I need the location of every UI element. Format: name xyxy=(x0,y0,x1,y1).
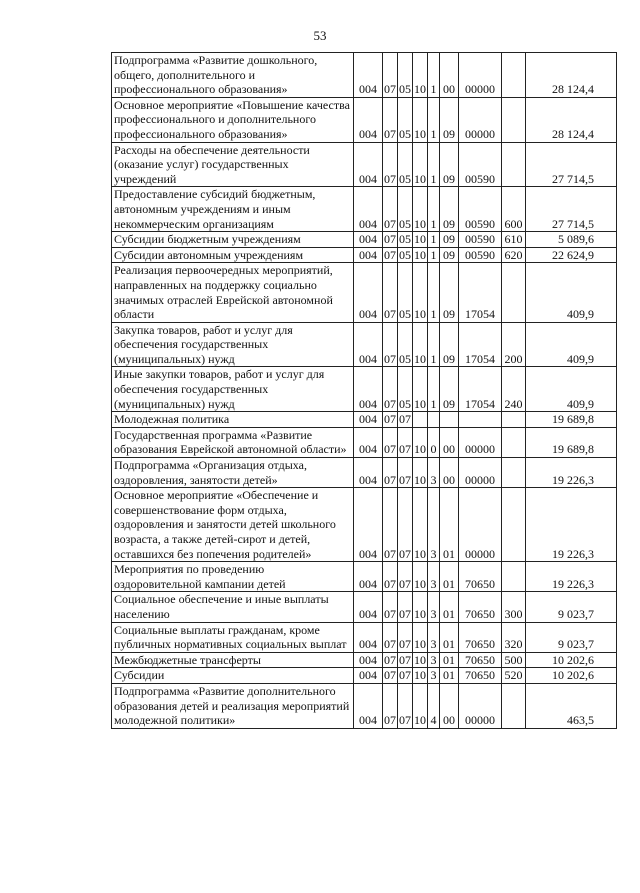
cell-name: Предоставление субсидий бюджетным, автономным учреждениям и иным некоммерческим организациям xyxy=(112,187,354,232)
cell-expense-code: 70650 xyxy=(459,652,502,668)
cell-direction: 00 xyxy=(440,683,459,728)
cell-name: Мероприятия по проведению оздоровительной кампании детей xyxy=(112,562,354,592)
cell-vr xyxy=(502,458,526,488)
cell-subprogram: 0 xyxy=(428,427,440,457)
cell-subsection: 05 xyxy=(398,187,413,232)
cell-amount: 22 624,9 xyxy=(526,247,617,263)
cell-amount: 5 089,6 xyxy=(526,232,617,248)
cell-name: Реализация первоочередных мероприятий, направленных на поддержку социально значимых отраслей Еврейской автономной области xyxy=(112,263,354,322)
cell-program: 10 xyxy=(413,683,428,728)
cell-subprogram: 3 xyxy=(428,668,440,684)
cell-program: 10 xyxy=(413,622,428,652)
cell-vr: 300 xyxy=(502,592,526,622)
cell-program: 10 xyxy=(413,427,428,457)
cell-name: Подпрограмма «Развитие дошкольного, общего, дополнительного и профессионального образования» xyxy=(112,53,354,98)
cell-expense-code: 00000 xyxy=(459,683,502,728)
cell-vr xyxy=(502,488,526,562)
cell-vr xyxy=(502,263,526,322)
cell-subprogram: 1 xyxy=(428,247,440,263)
cell-subprogram: 3 xyxy=(428,652,440,668)
cell-name: Межбюджетные трансферты xyxy=(112,652,354,668)
cell-ministry: 004 xyxy=(354,247,383,263)
cell-subprogram: 1 xyxy=(428,367,440,412)
cell-amount: 463,5 xyxy=(526,683,617,728)
cell-section: 07 xyxy=(383,683,398,728)
cell-direction: 09 xyxy=(440,322,459,367)
cell-program: 10 xyxy=(414,652,426,667)
cell-expense-code: 17054 xyxy=(459,263,502,322)
cell-subsection: 05 xyxy=(398,367,413,412)
cell-expense-code: 00000 xyxy=(459,53,502,98)
cell-subsection: 05 xyxy=(399,247,411,262)
cell-subsection: 07 xyxy=(398,683,413,728)
cell-subprogram: 3 xyxy=(428,458,440,488)
cell-amount: 28 124,4 xyxy=(526,97,617,142)
cell-section: 07 xyxy=(383,592,398,622)
cell-name: Подпрограмма «Организация отдыха, оздоровления, занятости детей» xyxy=(112,458,354,488)
cell-vr: 600 xyxy=(502,187,526,232)
cell-ministry: 004 xyxy=(354,622,383,652)
cell-ministry: 004 xyxy=(354,562,383,592)
cell-ministry: 004 xyxy=(354,53,383,98)
cell-section: 07 xyxy=(384,232,396,247)
cell-name: Молодежная политика xyxy=(112,412,354,428)
cell-ministry: 004 xyxy=(354,592,383,622)
cell-program: 10 xyxy=(413,562,428,592)
cell-vr xyxy=(502,427,526,457)
cell-subprogram: 1 xyxy=(428,232,440,248)
cell-direction: 01 xyxy=(440,592,459,622)
cell-amount: 28 124,4 xyxy=(526,53,617,98)
cell-expense-code: 17054 xyxy=(459,367,502,412)
cell-vr: 500 xyxy=(502,652,526,668)
cell-ministry: 004 xyxy=(354,232,383,248)
cell-section: 07 xyxy=(383,367,398,412)
cell-name: Субсидии автономным учреждениям xyxy=(112,247,354,263)
cell-vr xyxy=(502,412,526,428)
cell-subprogram: 1 xyxy=(428,142,440,187)
cell-amount: 27 714,5 xyxy=(526,187,617,232)
table-row xyxy=(112,488,617,562)
cell-program: 10 xyxy=(414,668,426,683)
cell-direction: 09 xyxy=(440,232,459,248)
table-row xyxy=(112,187,617,232)
cell-program: 10 xyxy=(413,263,428,322)
table-row xyxy=(112,142,617,187)
table-row xyxy=(112,562,617,592)
cell-name: Социальное обеспечение и иные выплаты населению xyxy=(112,592,354,622)
cell-expense-code: 00590 xyxy=(459,187,502,232)
cell-expense-code: 00590 xyxy=(459,142,502,187)
cell-vr: 610 xyxy=(502,232,526,248)
cell-ministry: 004 xyxy=(354,367,383,412)
cell-amount: 19 226,3 xyxy=(526,458,617,488)
cell-section: 07 xyxy=(383,142,398,187)
table-row xyxy=(112,592,617,622)
cell-section: 07 xyxy=(383,622,398,652)
cell-subsection: 07 xyxy=(398,488,413,562)
cell-program: 10 xyxy=(414,247,426,262)
cell-direction: 01 xyxy=(440,562,459,592)
cell-amount: 19 226,3 xyxy=(526,562,617,592)
cell-amount: 409,9 xyxy=(526,263,617,322)
cell-ministry: 004 xyxy=(354,322,383,367)
cell-direction: 09 xyxy=(440,142,459,187)
cell-subsection: 05 xyxy=(399,232,411,247)
cell-amount: 10 202,6 xyxy=(526,652,617,668)
cell-section: 07 xyxy=(383,458,398,488)
cell-subprogram: 3 xyxy=(428,488,440,562)
cell-vr xyxy=(502,53,526,98)
cell-direction: 09 xyxy=(440,247,459,263)
table-row xyxy=(112,683,617,728)
cell-amount: 10 202,6 xyxy=(526,668,617,684)
cell-name: Иные закупки товаров, работ и услуг для обеспечения государственных (муниципальных) нужд xyxy=(112,367,354,412)
budget-table xyxy=(111,52,617,729)
cell-expense-code: 00000 xyxy=(459,488,502,562)
cell-subsection: 05 xyxy=(398,53,413,98)
cell-direction: 01 xyxy=(440,668,459,684)
cell-subprogram: 1 xyxy=(428,187,440,232)
cell-section: 07 xyxy=(383,187,398,232)
cell-subprogram: 3 xyxy=(428,592,440,622)
table-row xyxy=(112,367,617,412)
table-row xyxy=(112,232,617,248)
cell-direction xyxy=(440,412,459,428)
cell-ministry: 004 xyxy=(354,263,383,322)
cell-name: Государственная программа «Развитие образования Еврейской автономной области» xyxy=(112,427,354,457)
cell-name: Субсидии xyxy=(112,668,354,684)
cell-direction: 00 xyxy=(440,458,459,488)
cell-subsection: 07 xyxy=(398,427,413,457)
cell-subprogram: 1 xyxy=(428,97,440,142)
cell-subprogram: 3 xyxy=(428,562,440,592)
cell-subsection: 07 xyxy=(399,668,411,683)
cell-expense-code: 70650 xyxy=(459,562,502,592)
cell-amount: 9 023,7 xyxy=(526,592,617,622)
table-row xyxy=(112,53,617,98)
cell-section: 07 xyxy=(383,53,398,98)
table-row xyxy=(112,97,617,142)
cell-amount: 27 714,5 xyxy=(526,142,617,187)
cell-subprogram xyxy=(428,412,440,428)
cell-expense-code: 00000 xyxy=(459,427,502,457)
cell-vr xyxy=(502,97,526,142)
cell-section: 07 xyxy=(383,322,398,367)
cell-name: Социальные выплаты гражданам, кроме публичных нормативных социальных выплат xyxy=(112,622,354,652)
cell-ministry: 004 xyxy=(354,488,383,562)
cell-subprogram: 3 xyxy=(428,622,440,652)
cell-section: 07 xyxy=(383,562,398,592)
cell-vr xyxy=(502,562,526,592)
table-row xyxy=(112,263,617,322)
cell-ministry: 004 xyxy=(354,668,383,684)
cell-vr xyxy=(502,683,526,728)
cell-program: 10 xyxy=(413,97,428,142)
cell-subsection: 07 xyxy=(398,592,413,622)
cell-ministry: 004 xyxy=(354,97,383,142)
cell-program: 10 xyxy=(413,458,428,488)
cell-program: 10 xyxy=(413,187,428,232)
cell-subsection: 05 xyxy=(398,263,413,322)
table-body xyxy=(112,53,617,729)
cell-section: 07 xyxy=(384,412,396,427)
cell-expense-code: 00590 xyxy=(459,247,502,263)
cell-subsection: 07 xyxy=(399,652,411,667)
cell-subprogram: 1 xyxy=(428,322,440,367)
table-row xyxy=(112,322,617,367)
cell-ministry: 004 xyxy=(354,683,383,728)
cell-ministry: 004 xyxy=(354,652,383,668)
cell-expense-code: 70650 xyxy=(459,592,502,622)
cell-expense-code: 00590 xyxy=(459,232,502,248)
cell-expense-code: 17054 xyxy=(459,322,502,367)
table-row xyxy=(112,412,617,428)
cell-section: 07 xyxy=(383,427,398,457)
cell-subsection: 07 xyxy=(399,412,411,427)
cell-section: 07 xyxy=(383,488,398,562)
cell-vr: 320 xyxy=(502,622,526,652)
cell-subprogram: 1 xyxy=(428,263,440,322)
cell-direction: 09 xyxy=(440,263,459,322)
cell-amount: 409,9 xyxy=(526,367,617,412)
table-row xyxy=(112,668,617,684)
cell-subsection: 07 xyxy=(398,458,413,488)
cell-name: Основное мероприятие «Повышение качества профессионального и дополнительного профессионального образования» xyxy=(112,97,354,142)
cell-amount: 19 689,8 xyxy=(526,412,617,428)
cell-subsection: 07 xyxy=(398,622,413,652)
cell-ministry: 004 xyxy=(354,142,383,187)
cell-section: 07 xyxy=(383,263,398,322)
cell-subsection: 07 xyxy=(398,562,413,592)
cell-section: 07 xyxy=(384,668,396,683)
cell-subsection: 05 xyxy=(398,322,413,367)
cell-vr xyxy=(502,142,526,187)
cell-program: 10 xyxy=(413,142,428,187)
cell-amount: 9 023,7 xyxy=(526,622,617,652)
cell-expense-code: 70650 xyxy=(459,622,502,652)
cell-name: Расходы на обеспечение деятельности (оказание услуг) государственных учреждений xyxy=(112,142,354,187)
cell-expense-code: 00000 xyxy=(459,458,502,488)
cell-ministry: 004 xyxy=(354,427,383,457)
table-row xyxy=(112,247,617,263)
cell-direction: 01 xyxy=(440,652,459,668)
table-row xyxy=(112,458,617,488)
cell-ministry: 004 xyxy=(354,458,383,488)
cell-program: 10 xyxy=(413,592,428,622)
table-row xyxy=(112,652,617,668)
cell-program: 10 xyxy=(413,367,428,412)
cell-program xyxy=(413,412,428,428)
cell-direction: 00 xyxy=(440,427,459,457)
cell-amount: 19 226,3 xyxy=(526,488,617,562)
cell-section: 07 xyxy=(384,247,396,262)
cell-subsection: 05 xyxy=(398,97,413,142)
cell-expense-code: 70650 xyxy=(459,668,502,684)
cell-direction: 09 xyxy=(440,367,459,412)
cell-program: 10 xyxy=(414,232,426,247)
cell-program: 10 xyxy=(413,322,428,367)
cell-vr: 240 xyxy=(502,367,526,412)
cell-vr: 520 xyxy=(502,668,526,684)
cell-name: Основное мероприятие «Обеспечение и совершенствование форм отдыха, оздоровления и занятости детей школьного возраста, а также детей-сирот и детей, оставшихся без попечения родителей» xyxy=(112,488,354,562)
cell-direction: 01 xyxy=(440,488,459,562)
cell-direction: 09 xyxy=(440,187,459,232)
cell-section: 07 xyxy=(384,652,396,667)
page-number: 53 xyxy=(313,28,327,43)
cell-direction: 01 xyxy=(440,622,459,652)
cell-name: Закупка товаров, работ и услуг для обеспечения государственных (муниципальных) нужд xyxy=(112,322,354,367)
cell-direction: 00 xyxy=(440,53,459,98)
cell-expense-code: 00000 xyxy=(459,97,502,142)
cell-ministry: 004 xyxy=(354,412,383,428)
cell-name: Субсидии бюджетным учреждениям xyxy=(112,232,354,248)
cell-amount: 19 689,8 xyxy=(526,427,617,457)
cell-subprogram: 1 xyxy=(428,53,440,98)
cell-section: 07 xyxy=(383,97,398,142)
table-row xyxy=(112,427,617,457)
cell-vr: 200 xyxy=(502,322,526,367)
cell-expense-code xyxy=(459,412,502,428)
cell-program: 10 xyxy=(413,53,428,98)
cell-ministry: 004 xyxy=(354,187,383,232)
cell-name: Подпрограмма «Развитие дополнительного образования детей и реализация мероприятий молодежной политики» xyxy=(112,683,354,728)
cell-direction: 09 xyxy=(440,97,459,142)
cell-amount: 409,9 xyxy=(526,322,617,367)
cell-subprogram: 4 xyxy=(428,683,440,728)
cell-program: 10 xyxy=(413,488,428,562)
cell-subsection: 05 xyxy=(398,142,413,187)
table-row xyxy=(112,622,617,652)
cell-vr: 620 xyxy=(502,247,526,263)
